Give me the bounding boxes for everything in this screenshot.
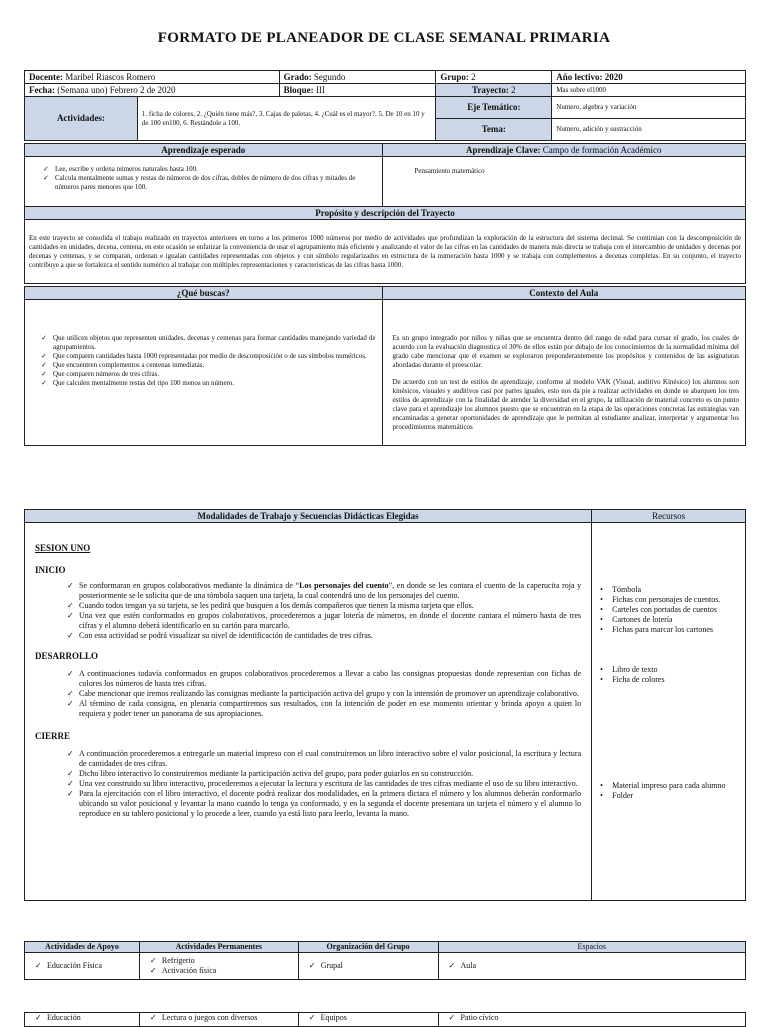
trayecto-desc: Mas sobre el1000: [552, 84, 746, 97]
apoyo-table: [24, 941, 746, 980]
bloque-value: III: [315, 84, 325, 95]
list-item: ✓ A continuación procederemos a entregarle un material impreso con el cual construiremos un libro interactivo sobre el valor posicional, la escritura y lectura de cantidades de tres cifras.: [65, 749, 581, 769]
list-item: ✓ Educación: [33, 1013, 135, 1023]
inicio-list: [65, 581, 581, 641]
list-item: ✓ Se conformaran en grupos colaborativos mediante la dinámica de “Los personajes del cuento”, en donde se les contara el cuento de la caperucita roja y posteriormente se le solicita que de una tómbola saquen una tarjeta, la cual contendrá uno de los personajes del cuento.: [65, 581, 581, 601]
busca-contexto-table: [24, 286, 746, 446]
list-item: • Ficha de colores: [598, 675, 739, 685]
contexto-paragraph: Es un grupo integrado por niños y niñas que se encuentra dentro del rango de edad para cursar el grado, los cuales de acuerdo con la evaluación diagnostica el 30% de ellos están por debajo de los conocimientos de la normalidad mínima del grado cabe mencionar que el examen se exploraron preponderantemente los propósitos y contenidos de las asignaturas abordadas durante el preescolar.: [392, 334, 739, 369]
cierre-label: CIERRE: [35, 731, 71, 741]
list-item: ✓ Refrigerio: [148, 956, 294, 966]
aprendizaje-esperado-list: [25, 157, 383, 207]
actividades-label: Actividades:: [25, 97, 138, 141]
espacios-cell: [438, 1013, 746, 1027]
grupo-cell: Grupo: 2: [436, 71, 552, 84]
trayecto-cell: Trayecto: 2: [436, 84, 552, 97]
que-buscas-list: [25, 300, 383, 446]
list-item: ✓ Para la ejercitación con el libro interactivo, el docente podrá realizar dos modalidades, en la primera dictara el número y los alumnos deberán conformarlo ubicando su valor posicional y levantar la mano cuando lo tenga ya conformado, y en la segunda el docente presentara un tarjeta el número y el alumno lo reproduce en su tablero posicional y lo procede a leer, cuando ya está listo para leerlo, levanta la mano.: [65, 789, 581, 819]
actividades-value: 1. ficha de colores, 2. ¿Quién tiene más?, 3. Cajas de paletas, 4. ¿Cuál es el mayor?, 5. De 10 en 10 y de 100 en100, 6. Restándole a 100.: [137, 97, 436, 141]
list-item: ✓ Lectura o juegos con diversos: [148, 1013, 294, 1023]
list-item: ✓ Que comparen números de tres cifras.: [39, 370, 376, 379]
proposito-text: En este trayecto se consolida el trabajo realizado en trayectos anteriores en torno a los primeros 1000 números por medio de actividades que profundizan la exploración de la estructura del sistema decimal. Se continúan con la descomposición de cantidades en unidades, decena, centena, en este ocasión se enfatizar la conveniencia de usar el agrupamiento más eficiente y analizando el valor de las cifras en las cantidades de manera más directa se trabaja con el intercambio de unidades y decenas por decenas y centenas, y se comparan, ordenan e igualan cantidades representadas con objetos y con símbolo regularizados en estructura de la numeración hasta 1000 y se trabaja con complementos a decenas completas. En su conjunto, el trayecto contribuye a que se fortalezca el sentido numérico al trabajar con múltiples representaciones y características de las cifras hasta 1000.: [25, 220, 746, 284]
list-item: ✓ Calcula mentalmente sumas y restas de números de dos cifras, dobles de número de dos cifras y mitades de números pares menores que 100.: [41, 174, 374, 192]
list-item: ✓ Al término de cada consigna, en plenaria compartiremos sus resultados, con la intención de poder en ese momento orientar y brinda apoyo a quien lo requiera y poder tener un panorama de sus apropiaciones.: [65, 699, 581, 719]
apoyo-header: Actividades de Apoyo: [25, 942, 140, 953]
list-item: • Carteles con portadas de cuentos: [598, 605, 739, 615]
contexto-header: Contexto del Aula: [382, 287, 746, 300]
list-item: • Folder: [598, 791, 739, 801]
permanentes-cell: [139, 953, 298, 980]
secuencias-body: [25, 523, 592, 901]
list-item: ✓ Cabe mencionar que iremos realizando las consignas mediante la participación activa del grupo y con la intensión de promover un aprendizaje colaborativo.: [65, 689, 581, 699]
contexto-text: [382, 300, 746, 446]
ano-lectivo: Año lectivo: 2020: [552, 71, 746, 84]
desarrollo-label: DESARROLLO: [35, 651, 99, 661]
list-item: ✓ Patio cívico: [447, 1013, 742, 1023]
list-item: • Cartones de lotería: [598, 615, 739, 625]
recursos-header: Recursos: [592, 510, 746, 523]
espacios-cell: [438, 953, 745, 980]
list-item: ✓ Que utilicen objetos que representen unidades, decenas y centenas para formar cantidades manejando variedad de agrupamientos.: [39, 334, 376, 352]
tema-value: Numero, adición y sustracción: [552, 119, 746, 141]
grupo-value: 2: [471, 71, 476, 82]
cierre-list: [65, 749, 581, 819]
fecha-value: (Semana uno) Febrero 2 de 2020: [57, 84, 176, 95]
fecha-cell: Fecha: (Semana uno) Febrero 2 de 2020: [25, 84, 280, 97]
list-item: ✓ Lee, escribe y ordena números naturales hasta 100.: [41, 165, 374, 174]
trayecto-value: 2: [511, 84, 516, 95]
list-item: ✓ Que calculen mentalmente restas del tipo 100 menos un número.: [39, 379, 376, 388]
permanentes-header: Actividades Permanentes: [139, 942, 298, 953]
recursos-cierre-list: [598, 781, 739, 801]
list-item: ✓ A continuaciones todavía conformados en grupos colaborativos procederemos a llevar a cabo las consignas propuestas donde representan con fichas de colores los números de hasta tres cifras.: [65, 669, 581, 689]
recursos-desarrollo-list: [598, 665, 739, 685]
aprendizaje-clave-header: Aprendizaje Clave: Campo de formación Académico: [382, 144, 746, 157]
organizacion-cell: [298, 953, 438, 980]
contexto-paragraph: De acuerdo con un test de estilos de aprendizaje, conforme al modelo VAK (Visual, auditivo Kinésico) los alumnos son kinésicos, visuales y auditivos casi por partes iguales, esto nos da pie a realizar actividades en donde se abarquen los tres estilos de aprendizaje con la finalidad de atender la diversidad en el grupo, la utilización de material concreto es un punto clave para el aprendizaje los alumnos puesto que se encuentran en la etapa de las operaciones concretas las estrategias van encaminadas a generar oportunidades de aprendizaje que le permitan al estudiante analizar, interpretar y argumentar los procedimientos matemáticos: [392, 378, 739, 431]
apoyo-cell: [25, 1013, 140, 1027]
list-item: ✓ Que comparen cantidades hasta 1000 representadas por medio de descomposición o de sus símbolos numéricos.: [39, 352, 376, 361]
tema-label: Tema:: [436, 119, 552, 141]
list-item: • Libro de texto: [598, 665, 739, 675]
list-item: ✓ Equipos: [307, 1013, 434, 1023]
list-item: • Fichas con personajes de cuentos.: [598, 595, 739, 605]
desarrollo-list: [65, 669, 581, 719]
list-item: ✓ Dicho libro interactivo lo construiremos mediante la participación activa del grupo, para poder guiarlos en su construcción.: [65, 769, 581, 779]
list-item: ✓ Aula: [447, 961, 741, 971]
proposito-table: [24, 206, 746, 284]
docente-value: Maribel Riascos Romero: [65, 71, 156, 82]
que-buscas-header: ¿Qué buscas?: [25, 287, 383, 300]
inicio-label: INICIO: [35, 565, 66, 575]
list-item: ✓ Que encuentren complementos a centenas inmediatas.: [39, 361, 376, 370]
aprendizaje-esperado-header: Aprendizaje esperado: [25, 144, 383, 157]
page-title: FORMATO DE PLANEADOR DE CLASE SEMANAL PRIMARIA: [157, 30, 611, 46]
bloque-cell: Bloque: III: [279, 84, 436, 97]
list-item: • Fichas para marcar los cartones: [598, 625, 739, 635]
secuencias-header: Modalidades de Trabajo y Secuencias Didácticas Elegidas: [25, 510, 592, 523]
sesion-title: SESION UNO: [35, 543, 91, 553]
list-item: • Material impreso para cada alumno: [598, 781, 739, 791]
list-item: ✓ Con esta actividad se podrá visualizar su nivel de identificación de cantidades de tres cifras.: [65, 631, 581, 641]
list-item: ✓ Una vez que estén conformados en grupos colaborativos, procederemos a jugar lotería de números, en donde el docente cantara el número hasta de tres cifras y el alumno deberá identificarlo en su cartón para marcarlo.: [65, 611, 581, 631]
organizacion-cell: [298, 1013, 438, 1027]
aprendizaje-table: [24, 143, 746, 207]
list-item: ✓ Cuando todos tengan ya su tarjeta, se les pedirá que busquen a los demás compañeros que tienen la misma tarjeta que ellos.: [65, 601, 581, 611]
list-item: ✓ Una vez construido su libro interactivo, procederemos a ejecutar la lectura y escritura de las cantidades de tres cifras mediante el uso de su libro interactivo.: [65, 779, 581, 789]
proposito-header: Propósito y descripción del Trayecto: [25, 207, 746, 220]
eje-value: Numero, algebra y variación: [552, 97, 746, 119]
info-table: [24, 70, 746, 141]
list-item: ✓ Activación física: [148, 966, 294, 976]
grado-cell: Grado: Segundo: [279, 71, 436, 84]
organizacion-header: Organización del Grupo: [298, 942, 438, 953]
recursos-body: [592, 523, 746, 901]
list-item: ✓ Educación Física: [33, 961, 135, 971]
docente-cell: Docente: Maribel Riascos Romero: [25, 71, 280, 84]
list-item: ✓ Grupal: [307, 961, 434, 971]
aprendizaje-clave-text: Pensamiento matemático: [382, 157, 746, 207]
recursos-inicio-list: [598, 585, 739, 635]
secuencias-table: [24, 509, 746, 901]
grado-value: Segundo: [313, 71, 346, 82]
apoyo-cell: [25, 953, 140, 980]
apoyo-table-continued: [24, 1012, 746, 1027]
eje-label: Eje Temático:: [436, 97, 552, 119]
list-item: • Tómbola: [598, 585, 739, 595]
permanentes-cell: [139, 1013, 298, 1027]
espacios-header: Espacios: [438, 942, 745, 953]
